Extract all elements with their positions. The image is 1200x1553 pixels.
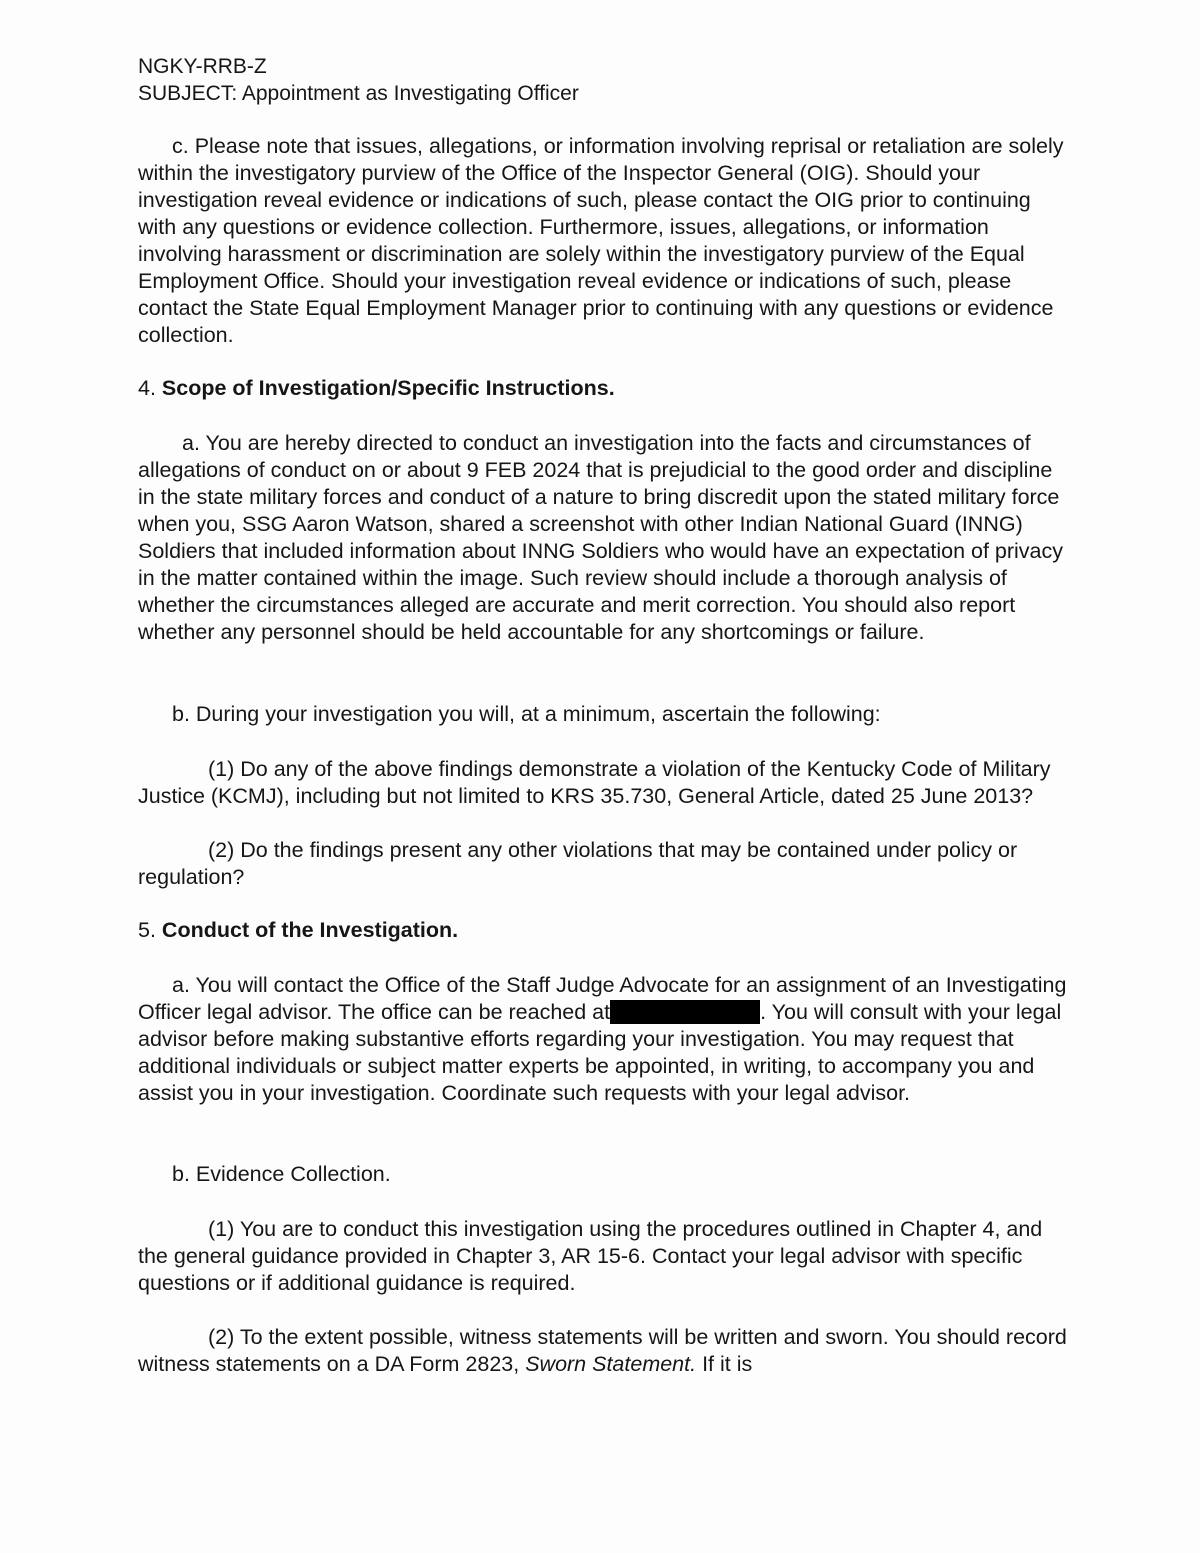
paragraph-5b: b. Evidence Collection. bbox=[172, 1162, 391, 1186]
section-5-heading bbox=[138, 917, 1068, 944]
subject-line: SUBJECT: Appointment as Investigating Officer bbox=[138, 82, 579, 105]
paragraph-5b2-text-2: If it is bbox=[702, 1352, 753, 1376]
paragraph-5a bbox=[138, 972, 1068, 1107]
paragraph-5a-text-1: a. You will contact the Office of the Staff Judge Advocate for an assignment of an Investigating Officer legal advisor. The office can be reached at bbox=[138, 973, 1067, 1024]
redaction-box bbox=[610, 1000, 760, 1024]
paragraph-4a: a. You are hereby directed to conduct an investigation into the facts and circumstances of allegations of conduct on or about 9 FEB 2024 that is prejudicial to the good order and discipline in the state military forces and conduct of a nature to bring discredit upon the stated military force when you, SSG Aaron Watson, shared a screenshot with other Indian National Guard (INNG) Soldiers that included information about INNG Soldiers who would have an expectation of privacy in the matter contained within the image. Such review should include a thorough analysis of whether the circumstances alleged are accurate and merit correction. You should also report whether any personnel should be held accountable for any shortcomings or failure. bbox=[138, 431, 1064, 644]
paragraph-3c: c. Please note that issues, allegations, or information involving reprisal or retaliation are solely within the investigatory purview of the Office of the Inspector General (OIG). Should your investigation reveal evidence or indications of such, please contact the OIG prior to continuing with any questions or evidence collection. Furthermore, issues, allegations, or information involving harassment or discrimination are solely within the investigatory purview of the Equal Employment Office. Should your investigation reveal evidence or indications of such, please contact the State Equal Employment Manager prior to continuing with any questions or evidence collection. bbox=[138, 134, 1064, 347]
form-title: Sworn Statement. bbox=[525, 1352, 697, 1376]
office-symbol: NGKY-RRB-Z bbox=[138, 55, 267, 78]
section-4-title: Scope of Investigation/Specific Instructions. bbox=[161, 376, 615, 400]
paragraph-4b1: (1) Do any of the above findings demonstrate a violation of the Kentucky Code of Military Justice (KCMJ), including but not limited to KRS 35.730, General Article, dated 25 June 2013? bbox=[138, 757, 1051, 808]
paragraph-5b1: (1) You are to conduct this investigation using the procedures outlined in Chapter 4, and the general guidance provided in Chapter 3, AR 15-6. Contact your legal advisor with specific questions or if additional guidance is required. bbox=[138, 1217, 1043, 1295]
paragraph-5a-text-2: . You will consult with your legal advisor before making substantive efforts regarding your investigation. You may request that additional individuals or subject matter experts be appointed, in writing, to accompany you and assist you in your investigation. Coordinate such requests with your legal advisor. bbox=[138, 1000, 1062, 1105]
paragraph-5b2-text-1: (2) To the extent possible, witness statements will be written and sworn. You should record witness statements on a DA Form 2823, bbox=[138, 1325, 1067, 1376]
section-5-title: Conduct of the Investigation. bbox=[161, 918, 459, 942]
paragraph-4b: b. During your investigation you will, at a minimum, ascertain the following: bbox=[172, 702, 881, 726]
letter-header bbox=[138, 53, 1068, 107]
paragraph-5b2 bbox=[138, 1324, 1068, 1378]
section-5-number: 5. bbox=[138, 918, 156, 942]
section-4-number: 4. bbox=[138, 376, 156, 400]
section-4-heading bbox=[138, 375, 1068, 402]
paragraph-4b2: (2) Do the findings present any other violations that may be contained under policy or regulation? bbox=[138, 838, 1018, 889]
